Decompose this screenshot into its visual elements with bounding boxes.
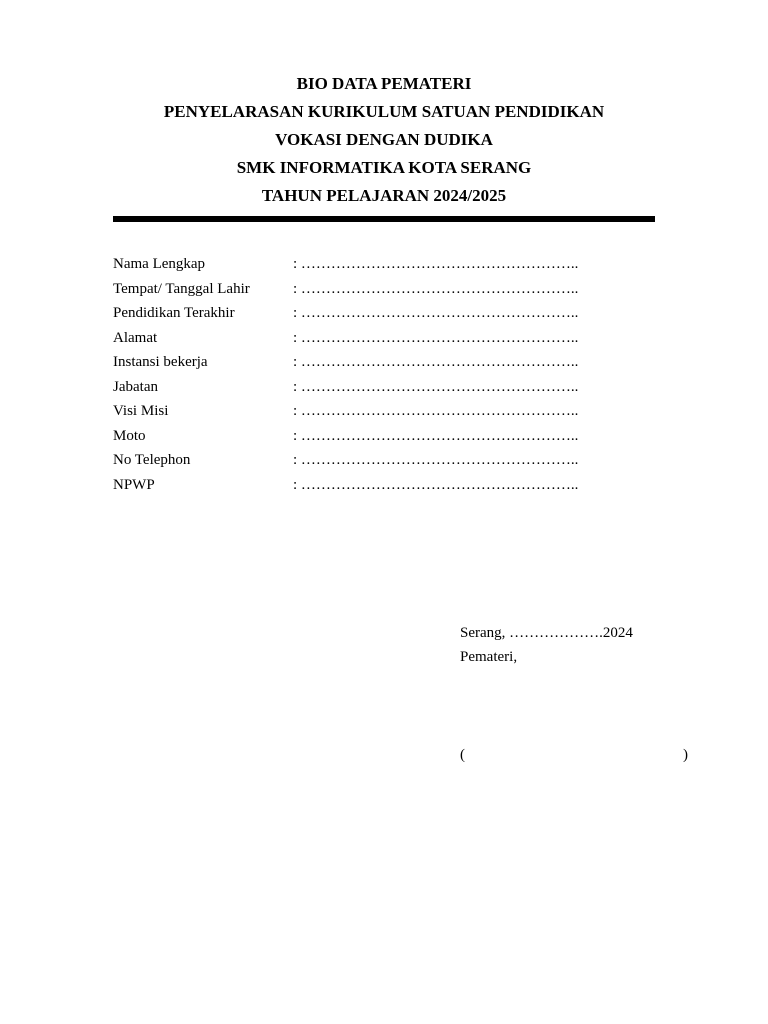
open-parenthesis: (	[460, 747, 465, 763]
field-row-moto	[113, 426, 653, 451]
event-title-line-1: PENYELARASAN KURIKULUM SATUAN PENDIDIKAN	[163, 102, 605, 121]
signature-block	[460, 621, 700, 763]
field-label: Tempat/ Tanggal Lahir	[113, 280, 250, 297]
close-parenthesis: )	[683, 747, 688, 763]
field-label: No Telephon	[113, 452, 191, 468]
field-value-blank: : ………………………………………………..	[293, 378, 579, 395]
field-value-blank: : ………………………………………………..	[293, 476, 579, 493]
signature-role: Pemateri,	[460, 649, 518, 665]
field-row-instansi-bekerja	[113, 352, 653, 377]
field-row-tempat-tanggal-lahir	[113, 279, 653, 304]
biodata-form	[113, 254, 653, 499]
field-value-blank: : ………………………………………………..	[293, 403, 579, 419]
field-label: NPWP	[113, 476, 155, 493]
signature-name-blank	[460, 745, 688, 765]
school-name: SMK INFORMATIKA KOTA SERANG	[236, 158, 532, 177]
field-value-blank: : ………………………………………………..	[293, 354, 579, 370]
field-label: Nama Lengkap	[113, 256, 206, 272]
document-header	[0, 70, 768, 210]
field-value-blank: : ………………………………………………..	[293, 452, 579, 468]
field-row-pendidikan-terakhir	[113, 303, 653, 328]
field-label: Pendidikan Terakhir	[113, 305, 235, 321]
field-label: Jabatan	[113, 378, 158, 395]
header-divider	[113, 216, 655, 222]
field-label: Alamat	[113, 329, 158, 346]
field-row-visi-misi	[113, 401, 653, 426]
field-row-npwp	[113, 475, 653, 500]
field-row-no-telephon	[113, 450, 653, 475]
document-title: BIO DATA PEMATERI	[296, 74, 472, 93]
field-row-nama-lengkap	[113, 254, 653, 279]
field-value-blank: : ………………………………………………..	[293, 305, 579, 321]
field-label: Visi Misi	[113, 403, 169, 419]
signature-place-date: Serang, ……………….2024	[460, 625, 633, 641]
field-row-jabatan	[113, 377, 653, 402]
field-value-blank: : ………………………………………………..	[293, 427, 579, 444]
field-value-blank: : ………………………………………………..	[293, 256, 579, 272]
field-value-blank: : ………………………………………………..	[293, 329, 579, 346]
academic-year: TAHUN PELAJARAN 2024/2025	[261, 186, 507, 205]
field-value-blank: : ………………………………………………..	[293, 280, 579, 297]
event-title-line-2: VOKASI DENGAN DUDIKA	[275, 130, 493, 149]
field-label: Instansi bekerja	[113, 354, 208, 370]
field-row-alamat	[113, 328, 653, 353]
field-label: Moto	[113, 427, 146, 444]
